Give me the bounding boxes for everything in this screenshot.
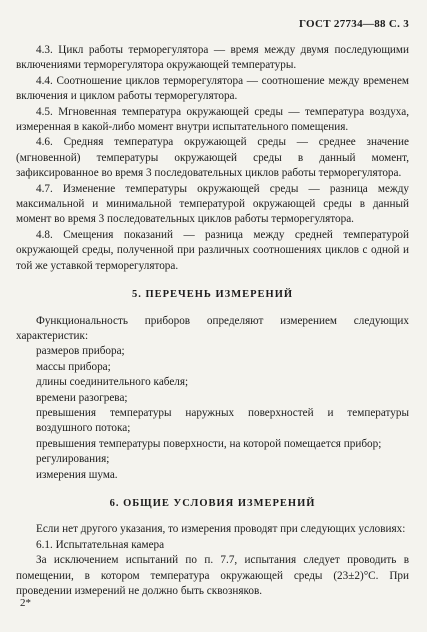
- paragraph-4-5: 4.5. Мгновенная температура окружающей среды — температура воздуха, измеренная в какой-либо момент внутри испытательного помещения.: [16, 105, 409, 134]
- list-item: регулирования;: [36, 453, 110, 466]
- subsection-6-1-text: За исключением испытаний по п. 7.7, испытания следует проводить в помещении, в котором температура окружающей среды (23±2)°С. При проведении измерений не должно быть сквозняков.: [16, 554, 409, 597]
- page-footer-mark: 2*: [20, 597, 31, 609]
- section-6-heading: 6. ОБЩИЕ УСЛОВИЯ ИЗМЕРЕНИЙ: [109, 497, 316, 509]
- section-5-heading: 5. ПЕРЕЧЕНЬ ИЗМЕРЕНИЙ: [131, 289, 294, 301]
- list-item: массы прибора;: [36, 360, 111, 373]
- paragraph-4-4: 4.4. Соотношение циклов терморегулятора — соотношение между временем включения и циклом работы терморегулятора.: [16, 74, 409, 103]
- list-item: превышения температуры поверхности, на которой помещается прибор;: [36, 437, 382, 450]
- page-header: ГОСТ 27734—88 С. 3: [298, 18, 409, 30]
- list-item: размеров прибора;: [36, 345, 125, 358]
- paragraph-4-6: 4.6. Средняя температура окружающей среды — среднее значение (мгновенной) температуры окружающей среды в данный момент, зафиксированное во время 3 последовательных циклов работы терморегулятора.: [16, 136, 409, 180]
- subsection-6-1-title: 6.1. Испытательная камера: [36, 538, 165, 551]
- list-item: времени разогрева;: [36, 391, 128, 404]
- paragraph-4-7: 4.7. Изменение температуры окружающей среды — разница между максимальной и минимальной температурой окружающей среды в данный момент во время 3 последовательных циклов работы терморегулятора.: [16, 182, 409, 226]
- document-body: [16, 43, 409, 599]
- list-item: измерения шума.: [36, 468, 118, 481]
- list-item: длины соединительного кабеля;: [36, 376, 189, 389]
- section-6-intro: Если нет другого указания, то измерения проводят при следующих условиях:: [36, 523, 406, 536]
- paragraph-4-8: 4.8. Смещения показаний — разница между средней температурой окружающей среды, полученной при различных соотношениях циклов с одной и той же уставкой терморегулятора.: [16, 228, 409, 272]
- section-5-intro: Функциональность приборов определяют измерением следующих характеристик:: [16, 314, 409, 342]
- paragraph-4-3: 4.3. Цикл работы терморегулятора — время между двумя последующими включениями терморегулятора окружающей температуры.: [16, 44, 409, 72]
- list-item: превышения температуры наружных поверхностей и температуры воздушного потока;: [36, 406, 409, 435]
